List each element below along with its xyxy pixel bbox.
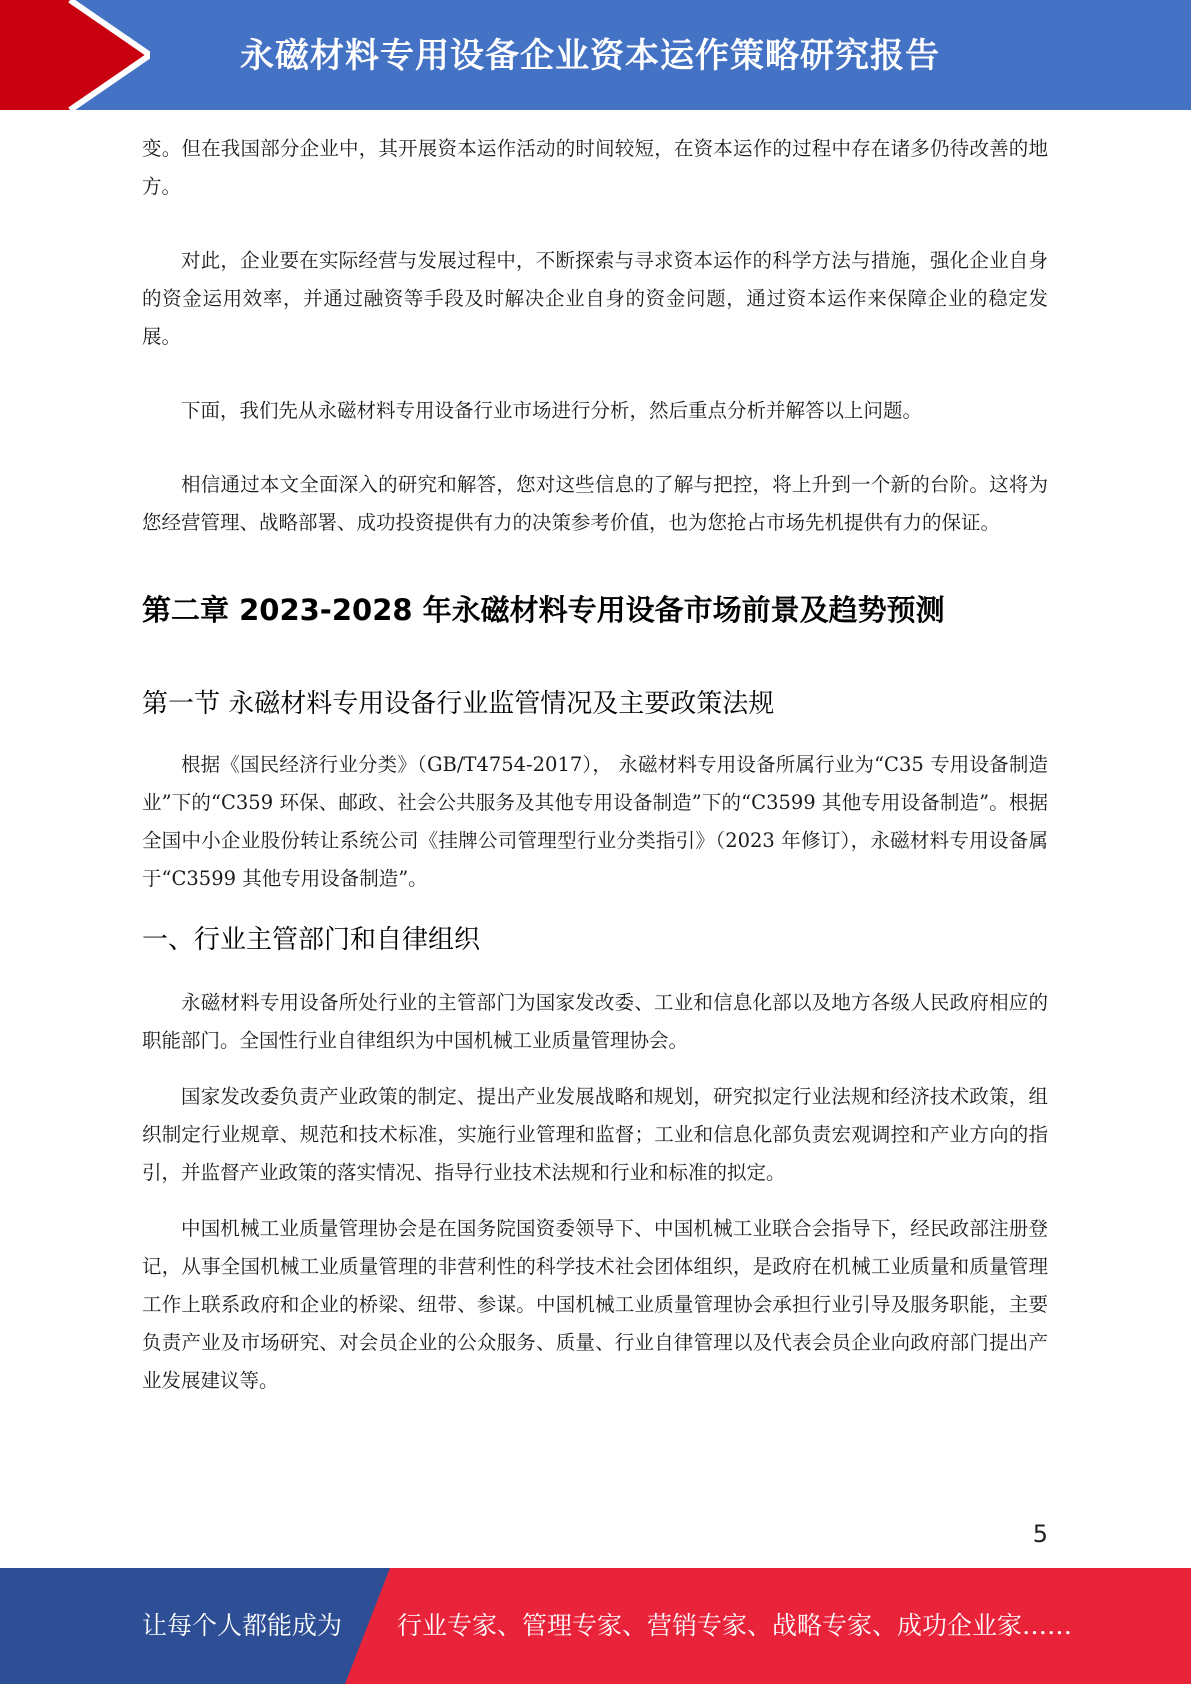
footer-slogan-right: 行业专家、管理专家、营销专家、战略专家、成功企业家…… <box>397 1611 1073 1640</box>
paragraph: 国家发改委负责产业政策的制定、提出产业发展战略和规划，研究拟定行业法规和经济技术政策，组织制定行业规章、规范和技术标准，实施行业管理和监督；工业和信息化部负责宏观调控和产业方向的指引，并监督产业政策的落实情况、指导行业技术法规和行业和标准的拟定。 <box>142 1085 1048 1184</box>
page-body <box>142 130 1048 1400</box>
report-title: 永磁材料专用设备企业资本运作策略研究报告 <box>240 36 940 76</box>
section-heading: 第一节 永磁材料专用设备行业监管情况及主要政策法规 <box>142 689 775 719</box>
header-accent-shape <box>0 0 150 110</box>
subsection-heading: 一、行业主管部门和自律组织 <box>142 925 481 955</box>
paragraph: 根据《国民经济行业分类》（GB/T4754-2017）， 永磁材料专用设备所属行业为“C35 专用设备制造业”下的“C359 环保、邮政、社会公共服务及其他专用设备制造”下的“C3599 其他专用设备制造”。根据全国中小企业股份转让系统公司《挂牌公司管理型行业分类指引》（2023 年修订），永磁材料专用设备属于“C3599 其他专用设备制造”。 <box>142 753 1048 890</box>
paragraph: 对此，企业要在实际经营与发展过程中，不断探索与寻求资本运作的科学方法与措施，强化企业自身的资金运用效率，并通过融资等手段及时解决企业自身的资金问题，通过资本运作来保障企业的稳定发展。 <box>142 249 1048 348</box>
paragraph: 中国机械工业质量管理协会是在国务院国资委领导下、中国机械工业联合会指导下，经民政部注册登记，从事全国机械工业质量管理的非营利性的科学技术社会团体组织，是政府在机械工业质量和质量管理工作上联系政府和企业的桥梁、纽带、参谋。中国机械工业质量管理协会承担行业引导及服务职能，主要负责产业及市场研究、对会员企业的公众服务、质量、行业自律管理以及代表会员企业向政府部门提出产业发展建议等。 <box>142 1217 1048 1392</box>
paragraph: 相信通过本文全面深入的研究和解答，您对这些信息的了解与把控，将上升到一个新的台阶。这将为您经营管理、战略部署、成功投资提供有力的决策参考价值，也为您抢占市场先机提供有力的保证。 <box>142 473 1048 534</box>
footer-slogan-left: 让每个人都能成为 <box>142 1611 343 1640</box>
paragraph-continued: 变。但在我国部分企业中，其开展资本运作活动的时间较短，在资本运作的过程中存在诸多仍待改善的地方。 <box>142 137 1048 198</box>
paragraph: 永磁材料专用设备所处行业的主管部门为国家发改委、工业和信息化部以及地方各级人民政府相应的职能部门。全国性行业自律组织为中国机械工业质量管理协会。 <box>142 991 1048 1052</box>
header-banner <box>0 0 1191 110</box>
footer-banner <box>0 1568 1191 1684</box>
page-number: 5 <box>1032 1520 1048 1548</box>
paragraph: 下面，我们先从永磁材料专用设备行业市场进行分析，然后重点分析并解答以上问题。 <box>181 399 923 422</box>
chapter-heading: 第二章 2023-2028 年永磁材料专用设备市场前景及趋势预测 <box>142 593 945 627</box>
